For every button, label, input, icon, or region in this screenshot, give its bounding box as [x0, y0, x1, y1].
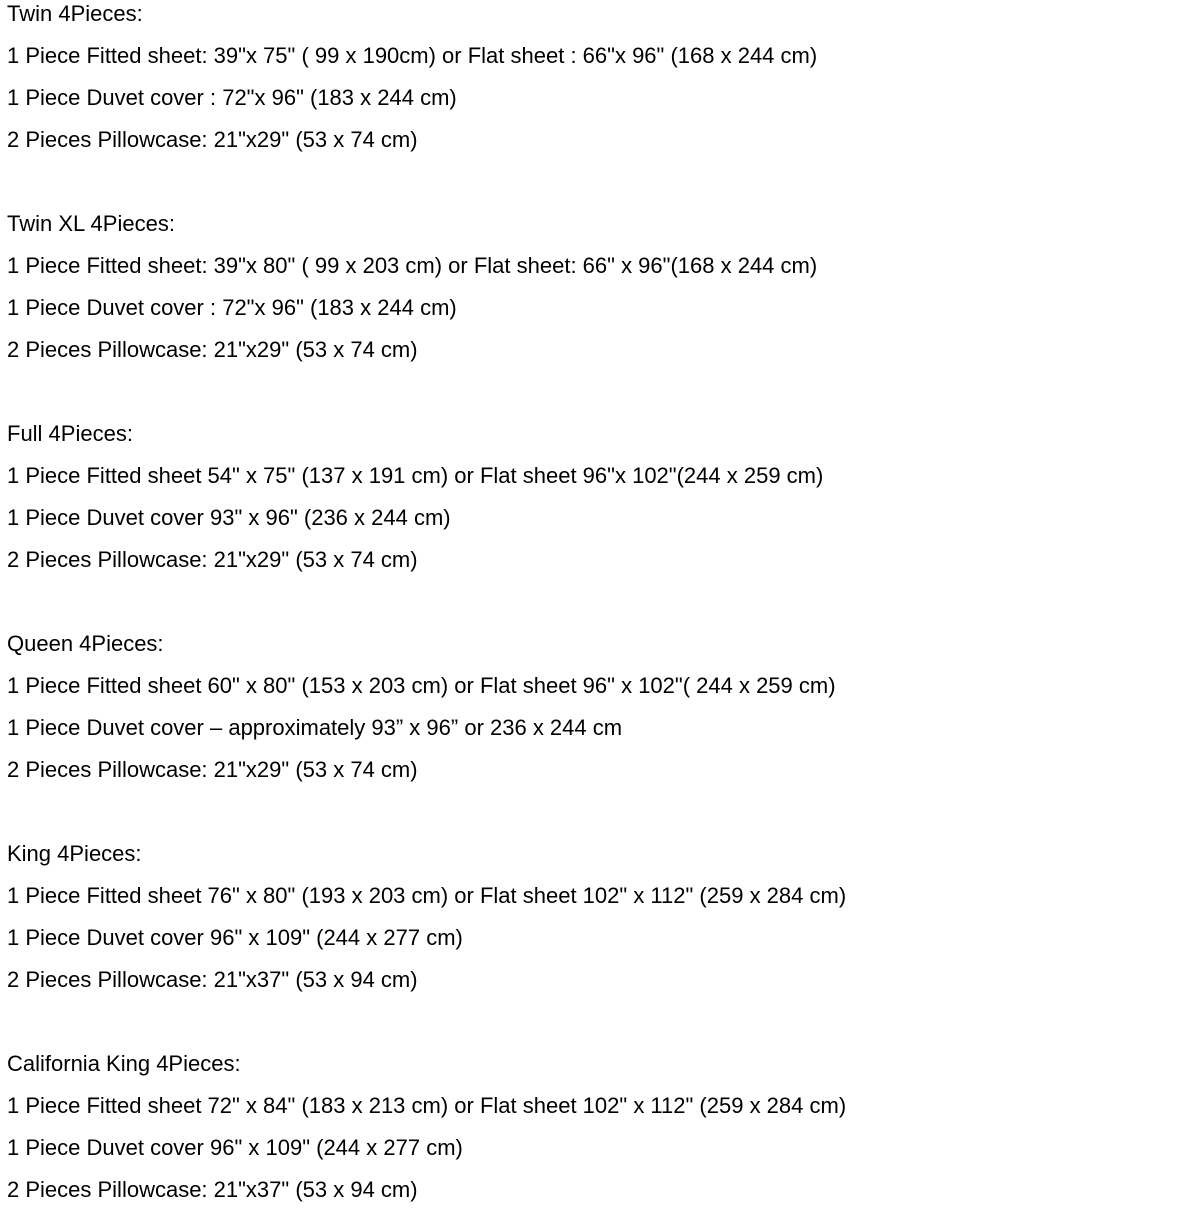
- spec-line-duvet-cover: 1 Piece Duvet cover : 72"x 96" (183 x 244 cm): [7, 85, 457, 110]
- section-twin: [7, 0, 1197, 210]
- spec-line-pillowcase: 2 Pieces Pillowcase: 21"x29" (53 x 74 cm): [7, 757, 418, 782]
- section-california-king: [7, 1050, 1197, 1218]
- spec-line-pillowcase: 2 Pieces Pillowcase: 21"x37" (53 x 94 cm): [7, 967, 418, 992]
- section-heading: Queen 4Pieces:: [7, 631, 164, 656]
- section-spacer: [7, 378, 1197, 420]
- spec-line-fitted-sheet: 1 Piece Fitted sheet 72" x 84" (183 x 213 cm) or Flat sheet 102" x 112" (259 x 284 cm): [7, 1093, 847, 1118]
- spec-line-fitted-sheet: 1 Piece Fitted sheet 54" x 75" (137 x 191 cm) or Flat sheet 96"x 102"(244 x 259 cm): [7, 463, 824, 488]
- spec-line-pillowcase: 2 Pieces Pillowcase: 21"x29" (53 x 74 cm): [7, 127, 418, 152]
- spec-line-duvet-cover: 1 Piece Duvet cover 93" x 96" (236 x 244 cm): [7, 505, 451, 530]
- section-queen: [7, 630, 1197, 840]
- section-king: [7, 840, 1197, 1050]
- section-full: [7, 420, 1197, 630]
- spec-line-pillowcase: 2 Pieces Pillowcase: 21"x29" (53 x 74 cm): [7, 547, 418, 572]
- spec-line-duvet-cover: 1 Piece Duvet cover – approximately 93” x 96” or 236 x 244 cm: [7, 715, 623, 740]
- spec-line-pillowcase: 2 Pieces Pillowcase: 21"x29" (53 x 74 cm): [7, 337, 418, 362]
- spec-line-pillowcase: 2 Pieces Pillowcase: 21"x37" (53 x 94 cm): [7, 1177, 418, 1202]
- spec-line-duvet-cover: 1 Piece Duvet cover 96" x 109" (244 x 277 cm): [7, 925, 463, 950]
- spec-line-fitted-sheet: 1 Piece Fitted sheet: 39"x 80" ( 99 x 203 cm) or Flat sheet: 66" x 96"(168 x 244 cm): [7, 253, 818, 278]
- section-heading: King 4Pieces:: [7, 841, 142, 866]
- section-heading: Full 4Pieces:: [7, 421, 133, 446]
- section-heading: California King 4Pieces:: [7, 1051, 241, 1076]
- section-spacer: [7, 588, 1197, 630]
- section-spacer: [7, 168, 1197, 210]
- spec-line-fitted-sheet: 1 Piece Fitted sheet 76" x 80" (193 x 203 cm) or Flat sheet 102" x 112" (259 x 284 cm): [7, 883, 847, 908]
- section-spacer: [7, 798, 1197, 840]
- section-twin-xl: [7, 210, 1197, 420]
- spec-line-fitted-sheet: 1 Piece Fitted sheet 60" x 80" (153 x 203 cm) or Flat sheet 96" x 102"( 244 x 259 cm): [7, 673, 836, 698]
- section-heading: Twin 4Pieces:: [7, 1, 143, 26]
- spec-line-duvet-cover: 1 Piece Duvet cover 96" x 109" (244 x 277 cm): [7, 1135, 463, 1160]
- spec-line-fitted-sheet: 1 Piece Fitted sheet: 39"x 75" ( 99 x 190cm) or Flat sheet : 66"x 96" (168 x 244 cm): [7, 43, 818, 68]
- section-heading: Twin XL 4Pieces:: [7, 211, 175, 236]
- section-spacer: [7, 1008, 1197, 1050]
- spec-line-duvet-cover: 1 Piece Duvet cover : 72"x 96" (183 x 244 cm): [7, 295, 457, 320]
- size-spec-document: [7, 0, 1197, 1218]
